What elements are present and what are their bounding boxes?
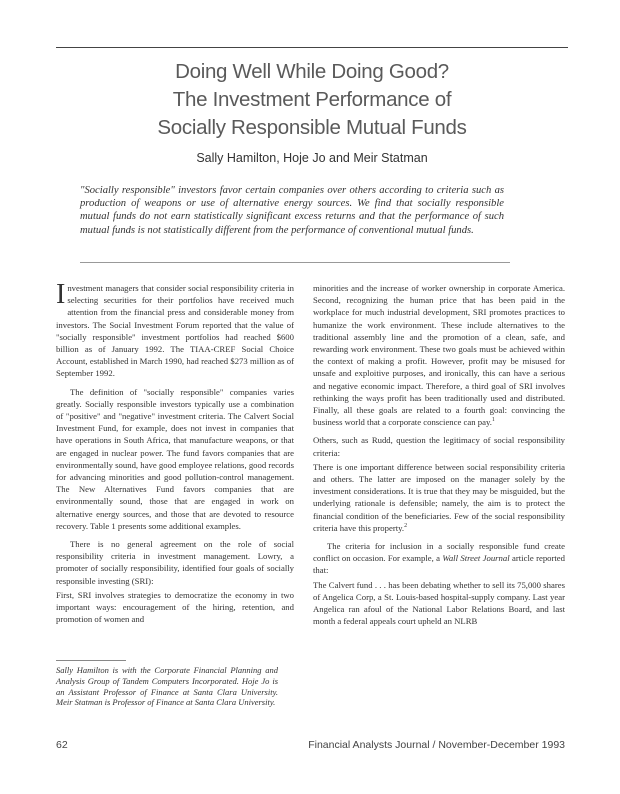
footnote-rule <box>56 660 126 661</box>
right-paragraph-4-post: article reported that: <box>313 553 566 576</box>
left-column <box>56 279 294 627</box>
page-number: 62 <box>56 739 68 751</box>
abstract: "Socially responsible" investors favor certain companies over others according to criteria such as production of weapons or use of alternative energy sources. We find that socially responsible mutual funds do not earn statistically significant excess returns and that the performance of such mutual funds is not statistically different from the performance of conventional mutual funds. <box>80 185 504 236</box>
right-paragraph-4-pre: The criteria for inclusion in a socially responsible fund create conflict on occasion. For example, a <box>313 541 565 564</box>
top-rule <box>56 47 568 48</box>
rudd-quote-text: There is one important difference between social responsibility criteria and others. The latter are imposed on the manager solely by the investment considerations. It is true that they may be misguided, but the underlying rationale is defensible; namely, the aim is to protect the financial condition of the beneficiaries. Few of the social responsibility criteria have this property. <box>313 461 565 533</box>
right-column <box>313 282 565 629</box>
right-paragraph-2: Others, such as Rudd, question the legitimacy of social responsibility criteria: <box>313 435 565 458</box>
journal-citation: Financial Analysts Journal / November-December 1993 <box>308 739 565 751</box>
drop-cap: I <box>56 279 66 310</box>
left-paragraph-1 <box>56 279 294 380</box>
title-line-1: Doing Well While Doing Good? <box>175 60 449 83</box>
left-paragraph-2: The definition of "socially responsible" companies varies greatly. Socially responsible investors typically use a combination of "positive" and "negative" investment criteria. The Calvert Social Investment Fund, for example, does not invest in companies that have operations in South Africa, that manufacture weapons, or that are engaged in nuclear power. The fund favors companies that are environmentally sound, have good employee relations, good records for advancing minorities and good pollution-control management. The New Alternatives Fund favors companies that are environmentally sound, those that are engaged in work on alternative energy sources, and those that are devoted to resource recovery. Table 1 presents some additional examples. <box>56 386 294 531</box>
rudd-quote <box>313 461 565 534</box>
title-line-2: The Investment Performance of <box>172 88 452 111</box>
footnote-ref-1: 1 <box>491 417 495 424</box>
right-paragraph-1-text: minorities and the increase of worker ownership in corporate America. Second, recognizing the human price that has been paid in the workplace for much industrial development, SRI promotes practices to humanize the work environment. These include alternatives to the traditional assembly line and the promotion of a clean, safe, and rewarding work environment. These two goals must be achieved within the context of making a profit. However, profit may be misused for unsafe and exploitive purposes, and ironically, this can have a serious and negative economic impact. Therefore, a third goal of SRI involves rethinking the ways profit has been traditionally used and distributed. Finally, all these goals are related to a fourth goal: convincing the business world that a corporate conscience can pay. <box>313 283 565 428</box>
author-line: Sally Hamilton, Hoje Jo and Meir Statman <box>196 151 428 165</box>
left-quote-start: First, SRI involves strategies to democratize the economy in two important ways: encouragement of the hiring, retention, and promotion of women and <box>56 589 294 625</box>
wsj-quote: The Calvert fund . . . has been debating whether to sell its 75,000 shares of Angelica Corp, a St. Louis-based hospital-supply company. Last year Angelica ran afoul of the National Labor Relations Board, and last month a federal appeals court upheld an NLRB <box>313 579 565 627</box>
wsj-title: Wall Street Journal <box>442 553 510 564</box>
author-footnote: Sally Hamilton is with the Corporate Financial Planning and Analysis Group of Tandem Computers Incorporated. Hoje Jo is an Assistant Professor of Finance at Santa Clara University. Meir Statman is Professor of Finance at Santa Clara University. <box>56 665 278 708</box>
left-paragraph-3: There is no general agreement on the role of social responsibility criteria in investment management. Lowry, a promoter of socially responsibility, identified four goals of socially responsible investing (SRI): <box>56 539 294 586</box>
left-paragraph-1-text: nvestment managers that consider social responsibility criteria in selecting securities for their portfolios have received much attention from the financial press and considerable money from investors. The Social Investment Forum reported that the value of "socially responsible" investment portfolios had reached $600 billion as of January 1992. The TIAA-CREF Social Choice Account, established in March 1990, had reached $273 million as of September 1992. <box>56 283 294 379</box>
right-quote-continuation <box>313 282 565 428</box>
title-line-3: Socially Responsible Mutual Funds <box>157 116 467 139</box>
article-title <box>56 58 568 142</box>
right-paragraph-4 <box>313 540 565 577</box>
abstract-rule <box>80 262 510 263</box>
footnote-ref-2: 2 <box>404 522 408 529</box>
